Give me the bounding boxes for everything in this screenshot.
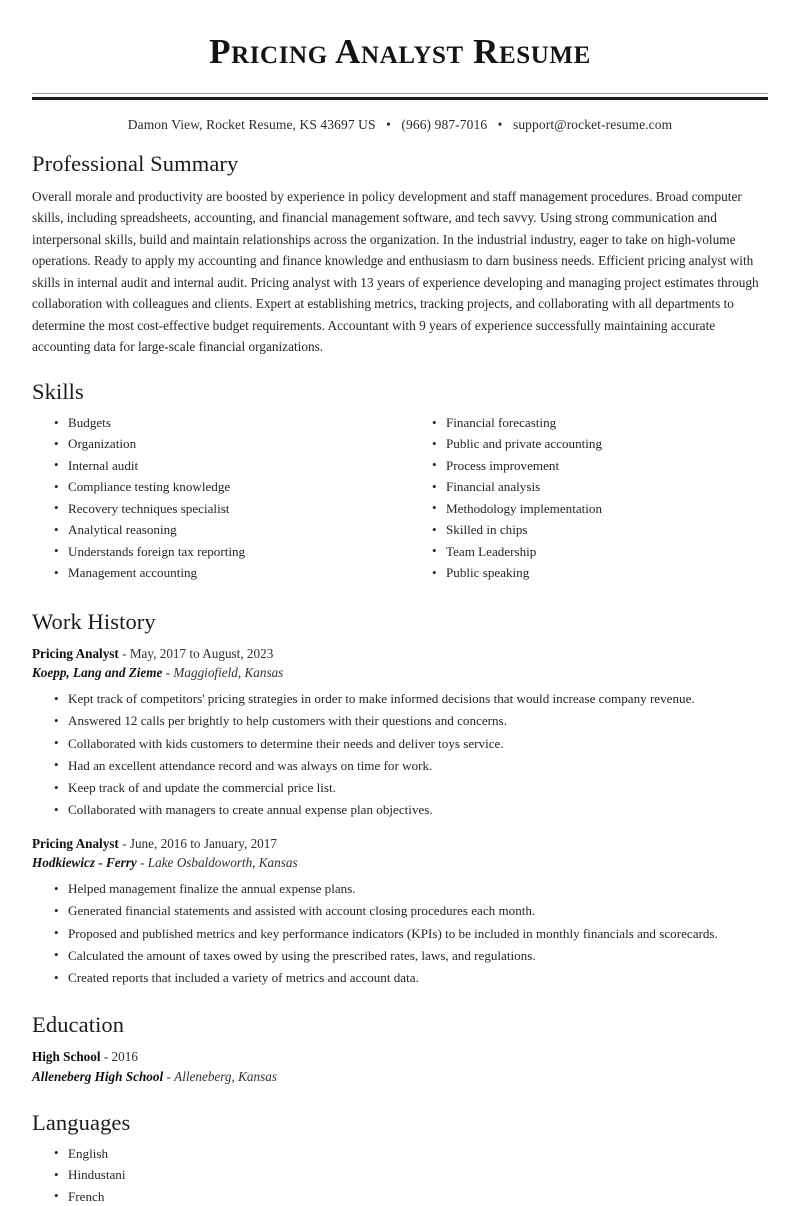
job-dash: - <box>165 665 171 681</box>
list-item: • English <box>54 1145 768 1163</box>
summary-paragraph: Overall morale and productivity are boosted by experience in policy development and staff management procedures. Broad computer skills, including spreadsheets, accounting, and financial management software, and tech savvy. Using strong communication and interpersonal skills, build and maintain relationships across the organization. In the industrial industry, eager to take on high-volume operations. Ready to apply my accounting and finance knowledge and enthusiasm to darn business needs. Efficient pricing analyst with skills in internal audit and internal audit. Pricing analyst with 13 years of experience developing and managing project estimates through collaboration with colleagues and clients. Expert at establishing metrics, tracking projects, and collaborating with all departments to determine the most cost-effective budget requirements. Accountant with 9 years of experience successfully maintaining accurate accounting data for large-scale financial organizations. <box>32 188 759 355</box>
work-history-entry <box>32 834 768 988</box>
job-bullet-list <box>32 880 768 987</box>
section-languages <box>32 1109 768 1206</box>
list-item: • Answered 12 calls per brightly to help customers with their questions and concerns. <box>54 712 768 730</box>
job-dash: - <box>122 645 127 661</box>
job-location: Lake Osbaldoworth, Kansas <box>147 855 298 871</box>
skills-list-left <box>32 414 400 582</box>
list-item: • Team Leadership <box>432 543 768 561</box>
contact-address: Damon View, Rocket Resume, KS 43697 US <box>127 116 376 132</box>
job-dates: June, 2016 to January, 2017 <box>129 835 277 851</box>
list-item: • Hindustani <box>54 1166 768 1184</box>
job-title-line <box>32 834 768 854</box>
list-item: • Had an excellent attendance record and was always on time for work. <box>54 757 768 775</box>
education-location: Alleneberg, Kansas <box>174 1068 277 1084</box>
contact-line <box>32 117 768 133</box>
contact-phone: (966) 987-7016 <box>401 116 488 132</box>
section-heading-summary: Professional Summary <box>32 150 239 176</box>
list-item: • Process improvement <box>432 457 768 475</box>
job-dates: May, 2017 to August, 2023 <box>129 645 274 661</box>
list-item: • Compliance testing knowledge <box>54 478 400 496</box>
job-company-line <box>32 853 768 873</box>
list-item: • Financial forecasting <box>432 414 768 432</box>
list-item: • Analytical reasoning <box>54 521 400 539</box>
list-item: • Budgets <box>54 414 400 432</box>
divider-thick-line <box>32 97 768 100</box>
list-item: • French <box>54 1188 768 1206</box>
list-item: • Organization <box>54 435 400 453</box>
section-heading-languages: Languages <box>32 1109 131 1135</box>
education-school: Alleneberg High School <box>32 1068 164 1084</box>
list-item: • Understands foreign tax reporting <box>54 543 400 561</box>
skills-columns <box>32 414 768 586</box>
list-item: • Kept track of competitors' pricing strategies in order to make informed decisions that would increase company revenue. <box>54 690 768 708</box>
education-year: 2016 <box>111 1049 138 1065</box>
section-work-history <box>32 608 768 988</box>
list-item: • Public and private accounting <box>432 435 768 453</box>
section-heading-education: Education <box>32 1012 125 1038</box>
job-company: Koepp, Lang and Zieme <box>32 665 163 681</box>
job-title: Pricing Analyst <box>32 835 119 851</box>
list-item: • Internal audit <box>54 457 400 475</box>
job-title: Pricing Analyst <box>32 645 119 661</box>
work-history-entry <box>32 644 768 820</box>
job-company: Hodkiewicz - Ferry <box>32 855 137 871</box>
education-degree: High School <box>32 1049 101 1065</box>
list-item: • Recovery techniques specialist <box>54 500 400 518</box>
skills-list-right <box>410 414 768 582</box>
contact-separator-2: • <box>497 116 503 132</box>
list-item: • Collaborated with managers to create annual expense plan objectives. <box>54 801 768 819</box>
section-heading-work-history: Work History <box>32 608 156 634</box>
list-item: • Generated financial statements and assisted with account closing procedures each month. <box>54 902 768 920</box>
list-item: • Helped management finalize the annual expense plans. <box>54 880 768 898</box>
education-dash: - <box>103 1049 109 1065</box>
section-professional-summary <box>32 150 768 358</box>
skills-column-left <box>32 414 400 586</box>
list-item: • Calculated the amount of taxes owed by using the prescribed rates, laws, and regulations. <box>54 947 768 965</box>
list-item: • Public speaking <box>432 564 768 582</box>
contact-separator-1: • <box>386 116 391 132</box>
education-school-line <box>32 1067 768 1087</box>
list-item: • Methodology implementation <box>432 500 768 518</box>
skills-column-right <box>400 414 768 586</box>
job-dash: - <box>140 855 145 871</box>
job-location: Maggiofield, Kansas <box>173 665 284 681</box>
job-bullet-list <box>32 690 768 819</box>
languages-list <box>32 1145 768 1206</box>
education-entry <box>32 1047 768 1087</box>
list-item: • Financial analysis <box>432 478 768 496</box>
education-degree-line <box>32 1047 768 1067</box>
contact-email: support@rocket-resume.com <box>512 116 673 132</box>
list-item: • Collaborated with kids customers to determine their needs and deliver toys service. <box>54 735 768 753</box>
section-education <box>32 1011 768 1087</box>
list-item: • Management accounting <box>54 564 400 582</box>
section-heading-skills: Skills <box>32 379 84 404</box>
education-dash: - <box>166 1068 171 1084</box>
job-dash: - <box>122 835 127 851</box>
job-title-line <box>32 644 768 664</box>
list-item: • Skilled in chips <box>432 521 768 539</box>
section-skills <box>32 378 768 586</box>
header-divider <box>32 93 768 100</box>
list-item: • Created reports that included a variety of metrics and account data. <box>54 969 768 987</box>
list-item: • Proposed and published metrics and key performance indicators (KPIs) to be included in monthly financials and scorecards. <box>54 925 768 943</box>
job-company-line <box>32 663 768 683</box>
page-title: Pricing Analyst Resume <box>209 32 591 71</box>
list-item: • Keep track of and update the commercial price list. <box>54 779 768 797</box>
